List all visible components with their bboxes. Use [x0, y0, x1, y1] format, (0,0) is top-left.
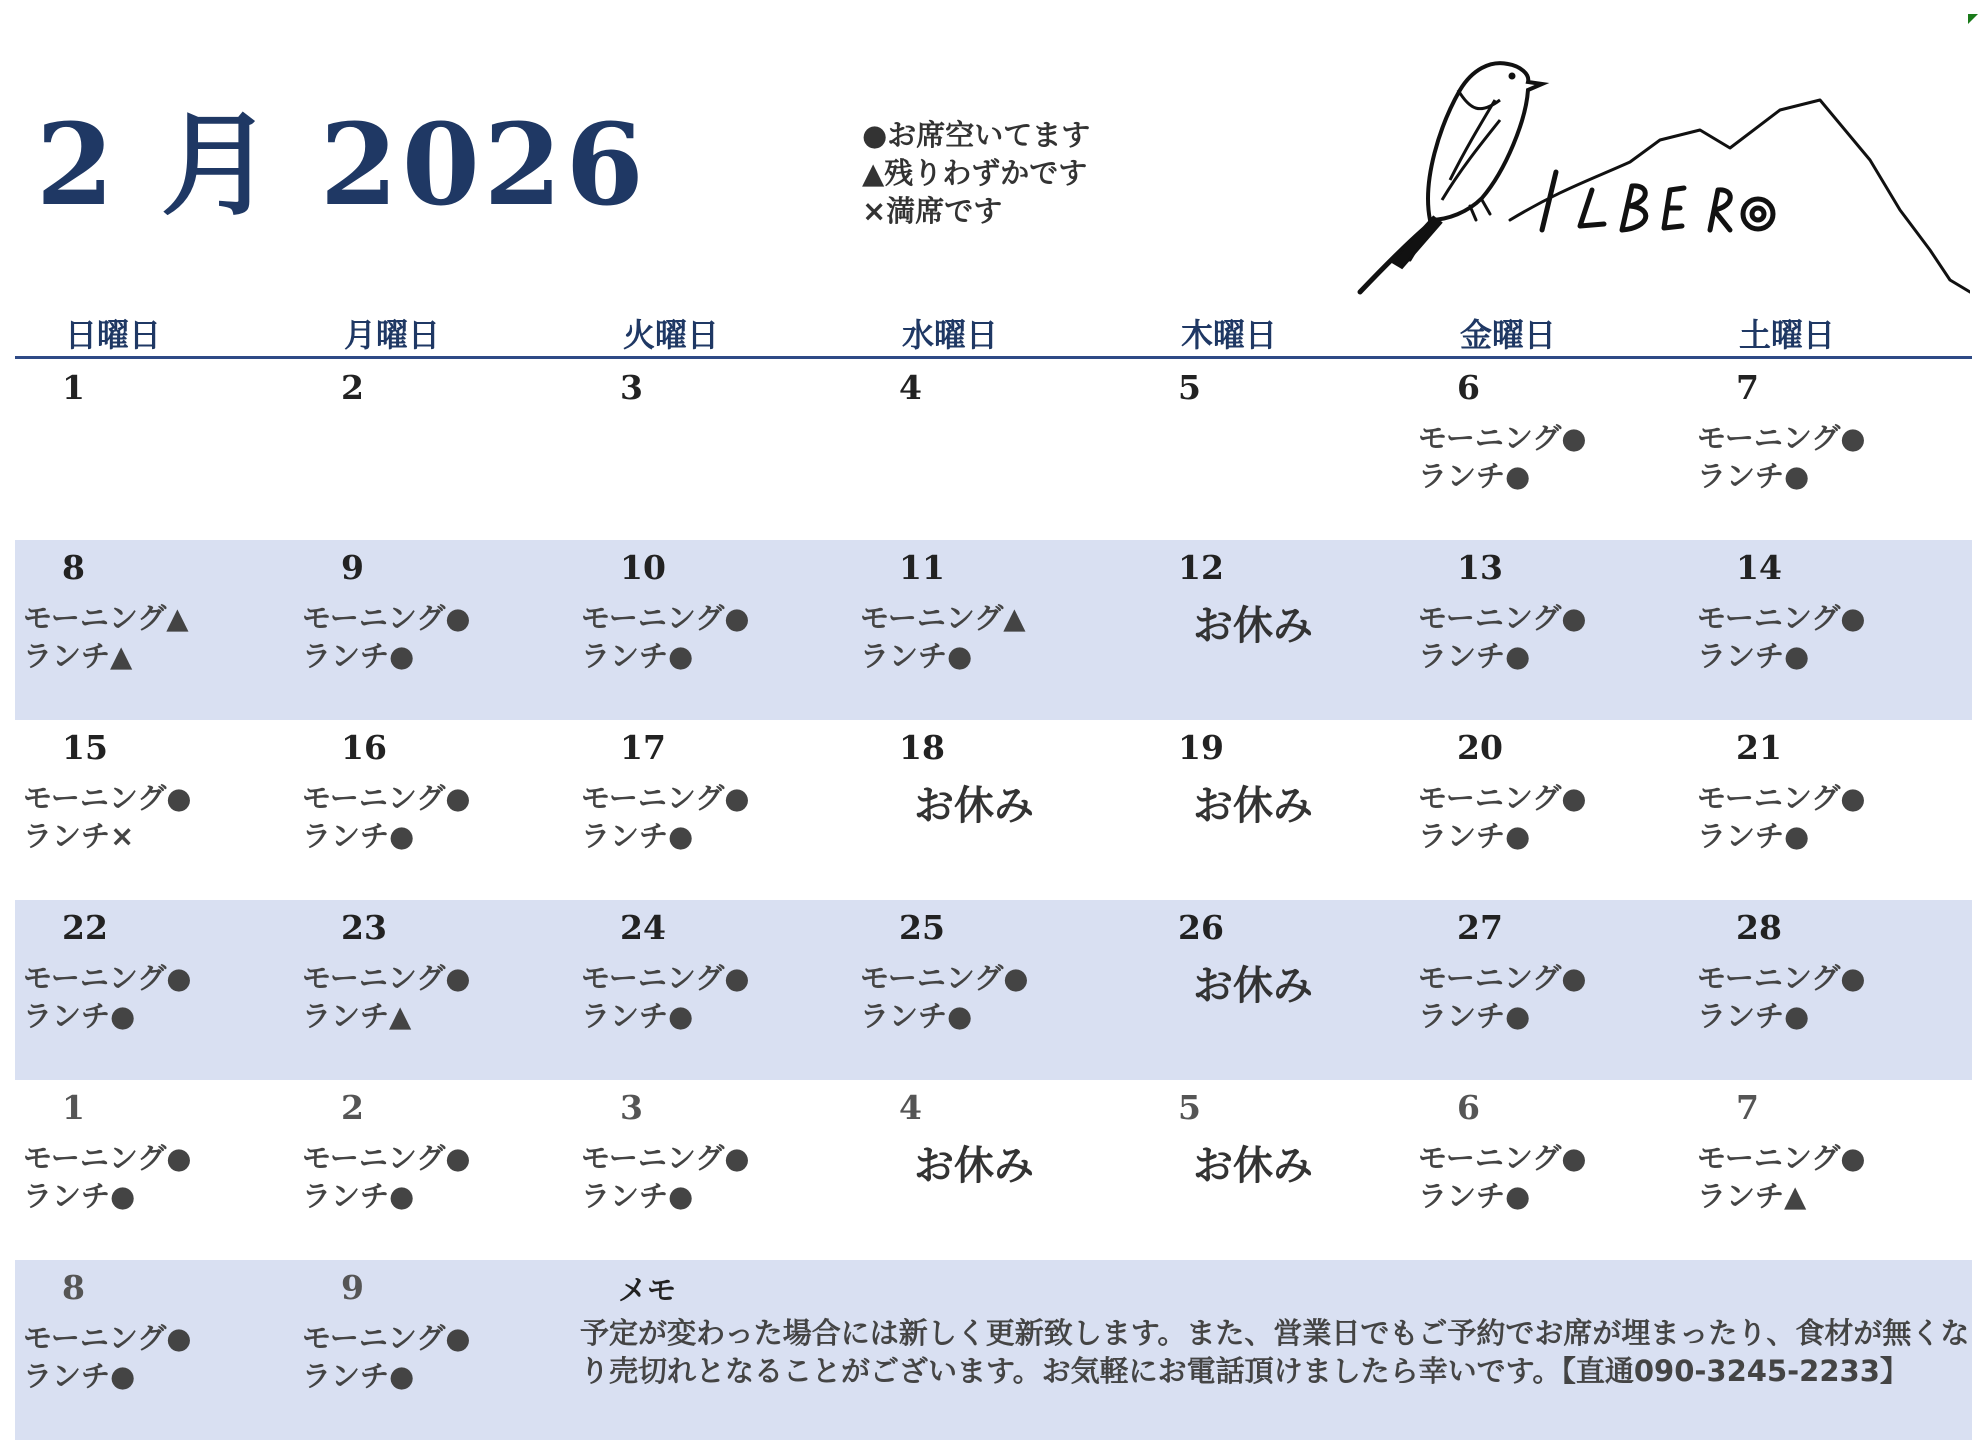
day-number: 25	[899, 908, 945, 947]
morning-status: モーニング●	[1418, 961, 1587, 995]
morning-status: モーニング●	[1697, 1141, 1866, 1175]
day-cell	[573, 720, 852, 900]
morning-status: モーニング●	[581, 781, 750, 815]
day-cell	[1689, 720, 1968, 900]
morning-status: モーニング●	[1418, 1141, 1587, 1175]
day-number: 17	[620, 728, 666, 767]
day-number: 1	[62, 1088, 85, 1127]
day-cell	[1410, 360, 1689, 540]
day-number: 16	[341, 728, 387, 767]
day-cell	[15, 720, 294, 900]
closed-label: お休み	[1193, 963, 1313, 1009]
day-cell	[573, 900, 852, 1080]
day-number: 2	[341, 1088, 364, 1127]
day-number: 1	[62, 368, 85, 407]
lunch-status: ランチ●	[581, 819, 694, 853]
lunch-status: ランチ●	[860, 999, 973, 1033]
day-number: 27	[1457, 908, 1503, 947]
lunch-status: ランチ●	[23, 999, 136, 1033]
morning-status: モーニング●	[23, 1141, 192, 1175]
day-cell	[852, 540, 1131, 720]
week-row	[15, 540, 1972, 720]
day-cell	[1689, 360, 1968, 540]
weekday-tue: 火曜日	[623, 316, 720, 354]
legend-available: ●お席空いてます	[862, 118, 1091, 152]
morning-status: モーニング●	[302, 1141, 471, 1175]
day-cell	[15, 900, 294, 1080]
morning-status: モーニング●	[581, 601, 750, 635]
day-number: 19	[1178, 728, 1224, 767]
day-number: 3	[620, 368, 643, 407]
day-cell	[15, 1260, 294, 1440]
weekday-sat: 土曜日	[1739, 316, 1836, 354]
day-number: 15	[62, 728, 108, 767]
closed-label: お休み	[1193, 1143, 1313, 1189]
availability-legend	[862, 116, 1090, 230]
morning-status: モーニング●	[302, 1321, 471, 1355]
weekday-thu: 木曜日	[1181, 316, 1278, 354]
day-cell	[15, 1080, 294, 1260]
morning-status: モーニング●	[581, 961, 750, 995]
day-cell	[1410, 720, 1689, 900]
morning-status: モーニング▲	[23, 601, 189, 635]
weekday-sun: 日曜日	[65, 316, 162, 354]
morning-status: モーニング●	[302, 601, 471, 635]
day-number: 9	[341, 548, 364, 587]
lunch-status: ランチ●	[23, 1179, 136, 1213]
day-number: 24	[620, 908, 666, 947]
day-cell	[1131, 720, 1410, 900]
day-cell	[294, 1260, 573, 1440]
week-row	[15, 900, 1972, 1080]
month-title: 2 月 2026	[36, 100, 648, 231]
day-cell	[573, 360, 852, 540]
day-cell	[1410, 540, 1689, 720]
lunch-status: ランチ●	[1697, 639, 1810, 673]
day-number: 12	[1178, 548, 1224, 587]
lunch-status: ランチ●	[23, 1359, 136, 1393]
morning-status: モーニング●	[23, 961, 192, 995]
lunch-status: ランチ●	[581, 1179, 694, 1213]
morning-status: モーニング●	[1418, 781, 1587, 815]
closed-label: お休み	[914, 783, 1034, 829]
week-row	[15, 360, 1972, 540]
lunch-status: ランチ×	[23, 819, 135, 853]
lunch-status: ランチ●	[1697, 999, 1810, 1033]
day-cell	[294, 1080, 573, 1260]
day-number: 21	[1736, 728, 1782, 767]
day-number: 5	[1178, 1088, 1201, 1127]
legend-few-left: ▲残りわずかです	[862, 156, 1088, 190]
day-number: 14	[1736, 548, 1782, 587]
morning-status: モーニング●	[302, 781, 471, 815]
legend-full: ×満席です	[862, 194, 1003, 228]
day-cell	[1689, 540, 1968, 720]
day-cell	[15, 360, 294, 540]
week-row	[15, 720, 1972, 900]
morning-status: モーニング●	[1418, 421, 1587, 455]
day-number: 8	[62, 548, 85, 587]
calendar-grid	[15, 360, 1972, 1440]
week-row	[15, 1080, 1972, 1260]
day-cell	[294, 360, 573, 540]
day-number: 26	[1178, 908, 1224, 947]
day-cell	[294, 720, 573, 900]
morning-status: モーニング●	[302, 961, 471, 995]
memo-title: メモ	[618, 1273, 677, 1307]
morning-status: モーニング●	[1697, 601, 1866, 635]
morning-status: モーニング●	[860, 961, 1029, 995]
day-number: 23	[341, 908, 387, 947]
day-number: 9	[341, 1268, 364, 1307]
lunch-status: ランチ●	[1418, 999, 1531, 1033]
lunch-status: ランチ●	[302, 639, 415, 673]
day-number: 11	[899, 548, 945, 587]
closed-label: お休み	[1193, 603, 1313, 649]
day-cell	[573, 1080, 852, 1260]
day-cell	[294, 900, 573, 1080]
day-number: 6	[1457, 368, 1480, 407]
lunch-status: ランチ●	[1697, 819, 1810, 853]
day-number: 18	[899, 728, 945, 767]
morning-status: モーニング●	[581, 1141, 750, 1175]
day-number: 28	[1736, 908, 1782, 947]
day-cell	[852, 720, 1131, 900]
day-number: 10	[620, 548, 666, 587]
day-number: 7	[1736, 368, 1759, 407]
lunch-status: ランチ●	[1418, 819, 1531, 853]
day-number: 4	[899, 368, 922, 407]
day-cell	[1410, 900, 1689, 1080]
day-cell	[852, 1080, 1131, 1260]
day-number: 2	[341, 368, 364, 407]
weekday-wed: 水曜日	[902, 316, 999, 354]
morning-status: モーニング▲	[860, 601, 1026, 635]
morning-status: モーニング●	[1697, 421, 1866, 455]
lunch-status: ランチ●	[302, 1359, 415, 1393]
day-number: 7	[1736, 1088, 1759, 1127]
day-cell	[1689, 900, 1968, 1080]
lunch-status: ランチ●	[302, 819, 415, 853]
morning-status: モーニング●	[1418, 601, 1587, 635]
ilbero-logo	[1330, 30, 1970, 310]
day-cell	[1131, 900, 1410, 1080]
closed-label: お休み	[1193, 783, 1313, 829]
day-cell	[1689, 1080, 1968, 1260]
lunch-status: ランチ▲	[23, 639, 133, 673]
day-cell	[1131, 360, 1410, 540]
lunch-status: ランチ●	[860, 639, 973, 673]
morning-status: モーニング●	[23, 781, 192, 815]
weekday-mon: 月曜日	[344, 316, 441, 354]
lunch-status: ランチ●	[1697, 459, 1810, 493]
day-cell	[852, 900, 1131, 1080]
day-cell	[573, 540, 852, 720]
day-cell	[1131, 1080, 1410, 1260]
memo-text: 予定が変わった場合には新しく更新致します。また、営業日でもご予約でお席が埋まったり、食材が無くなり売切れとなることがございます。お気軽にお電話頂けましたら幸いです。【直通090-3245-2233】	[580, 1316, 1970, 1388]
day-number: 6	[1457, 1088, 1480, 1127]
lunch-status: ランチ●	[1418, 1179, 1531, 1213]
day-number: 20	[1457, 728, 1503, 767]
day-number: 8	[62, 1268, 85, 1307]
morning-status: モーニング●	[1697, 961, 1866, 995]
lunch-status: ランチ●	[1418, 639, 1531, 673]
weekday-header	[15, 310, 1972, 358]
lunch-status: ランチ●	[581, 999, 694, 1033]
day-number: 3	[620, 1088, 643, 1127]
morning-status: モーニング●	[23, 1321, 192, 1355]
day-cell	[1410, 1080, 1689, 1260]
day-cell	[294, 540, 573, 720]
day-cell	[1131, 540, 1410, 720]
ilbero-lettering	[1542, 172, 1773, 230]
day-cell	[15, 540, 294, 720]
morning-status: モーニング●	[1697, 781, 1866, 815]
day-number: 22	[62, 908, 108, 947]
closed-label: お休み	[914, 1143, 1034, 1189]
lunch-status: ランチ▲	[302, 999, 412, 1033]
header-divider	[15, 356, 1972, 359]
lunch-status: ランチ●	[1418, 459, 1531, 493]
weekday-fri: 金曜日	[1460, 316, 1557, 354]
day-number: 13	[1457, 548, 1503, 587]
lunch-status: ランチ●	[581, 639, 694, 673]
lunch-status: ランチ▲	[1697, 1179, 1807, 1213]
corner-marker	[1968, 14, 1978, 24]
lunch-status: ランチ●	[302, 1179, 415, 1213]
day-number: 5	[1178, 368, 1201, 407]
day-cell	[852, 360, 1131, 540]
day-number: 4	[899, 1088, 922, 1127]
